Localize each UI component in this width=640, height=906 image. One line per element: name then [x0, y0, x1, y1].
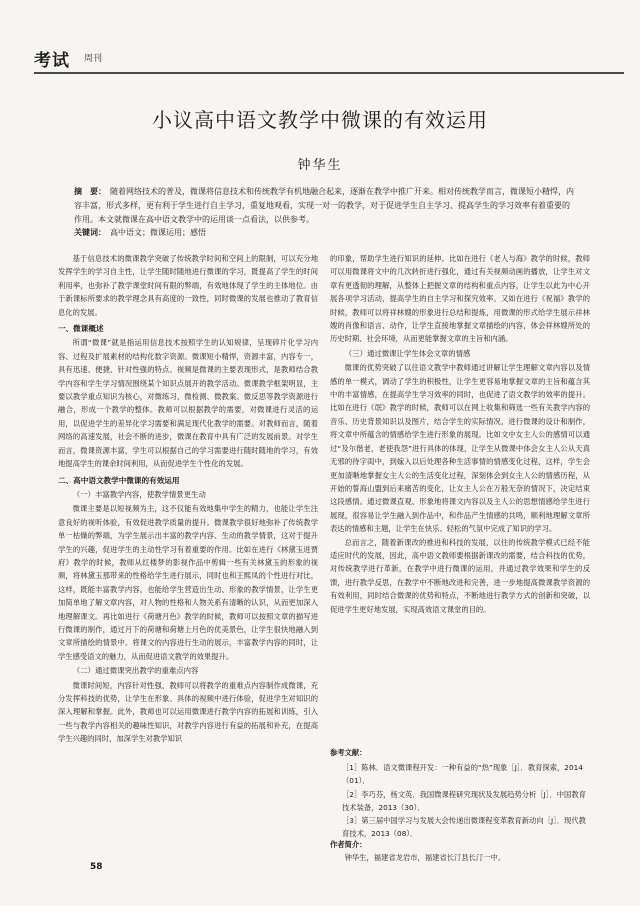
abstract-text: 随着网络技术的普及，微课将信息技术和传统教学有机地融合起来，逐渐在教学中推广开来。相对传统教学而言，微课短小精悍，内容丰富，形式多样，更有利于学生进行自主学习，重复地观看，实现一对一的教学，对于促进学生自主学习、提高学生的学习效率有着重要的作用。本文就微课在高中语文教学中的运用谈一点看法，以供参考。: [74, 187, 574, 224]
article-author: 钟华生: [297, 158, 343, 173]
header-rule: [34, 72, 624, 74]
references-title: 参考文献：: [330, 748, 367, 757]
references: [330, 746, 592, 840]
paragraph: 微课的优势突破了以往语文教学中教师通过讲解让学生理解文章内容以及情感的单一模式，调动了学生的积极性，让学生更容易地掌握文章的主旨和蕴含其中的丰富情感，在提高学生学习效率的同时，也促进了语文教学的效率的提升。比如在进行《氓》教学的时候，教师可以在网上收集和筛选一些有关教学内容的音乐、历史背景知识以及图片，结合学生的实际情况，进行微课的设计和制作，将文章中所蕴含的情感给学生进行形象的展现。比如文中女主人公的感情可以通过“及尔偕老，老使我怨”进行具体的体现，让学生从微课中体会女主人公从天真无邪的待字闺中，到嫁入以后处理各种生活事情的情感变化过程，这样，学生会更加清晰地掌握女主人公的生活变化过程，深刻体会到女主人公的情感历程，从开始的誓海山盟到后来痛苦的变化，让女主人公在万般无奈的情况下，决定结束这段感情。通过微课直观、形象地将课文内容以及主人公的思想情感给学生进行展现，很容易让学生融入到作品中，和作品产生情感的共鸣，顺利地理解文章所表达的情感和主题，让学生在快乐、轻松的气氛中完成了知识的学习。: [330, 363, 590, 534]
author-info: [330, 838, 592, 864]
journal-header: [34, 40, 624, 74]
page-number: 58: [90, 862, 103, 872]
paragraph: 的印象，帮助学生进行知识的延伸。比如在进行《老人与海》教学的时候，教师可以用微课将文中的几次转折进行强化，通过有关视频动画的播放，让学生对文章有更透彻的理解，从整体上把握文章的结构和重点内容，让学生以此为中心开展各项学习活动，提高学生的自主学习和探究效率。又如在进行《祝福》教学的时候，教师可以将祥林嫂的形象进行总结和提炼，用微课的形式给学生展示祥林嫂的肖像和语言、动作，让学生直接地掌握文章描绘的内容，体会祥林嫂所处的历史时期、社会环境，从而更能掌握文章的主旨和内涵。: [330, 254, 590, 344]
subsection-heading: （二）通过微课突出教学的重难点内容: [72, 666, 199, 676]
section-heading: 一、微课概述: [58, 324, 104, 334]
paragraph: 总而言之，随着新课改的推进和科技的发展，以往的传统教学模式已经不能适应时代的发展，因此，高中语文教师要根据新课改的需要，结合科技的优势，对传统教学进行革新，在教学中进行微课的运用，并通过教学效果和学生的反馈，进行教学反思，在教学中不断地改进和完善，进一步地提高微课教学资源的有效利用，同时结合微课的优势和特点，不断地进行教学方式的创新和突破，以促进学生更好地发展，实现高效语文课堂的目的。: [330, 537, 590, 614]
body-right-column: [330, 252, 590, 616]
journal-brand: 考试: [34, 51, 70, 71]
subsection-heading: （一）丰富教学内容，使教学情景更生动: [72, 489, 206, 499]
body-left-column: [58, 252, 318, 746]
paragraph: 微课主要是以短视频为主，这不仅能有效地集中学生的精力，也能让学生注意良好的视听体验，有效促进教学质量的提升。微课教学很好地弥补了传统教学单一枯燥的弊端，为学生展示出丰富的教学内容、生动的教学情景，这对于提升学生的兴趣，促进学生的主动性学习有着重要的作用。比如在进行《林黛玉进贾府》教学的时候，教师从红楼梦的影视作品中剪辑一些有关林黛玉的形象的视频，将林黛玉那带来的性格给学生进行展示，同时也和王熙凤的个性进行对比，这样，既能丰富教学内容，也能给学生营造出生动、形象的教学情景，让学生更加简单地了解文章内容，对人物的性格和人物关系有清晰的认识，从而更加深入地理解课文。再比如进行《荷塘月色》教学的时候，教师可以按照文章的描写进行微课的制作，通过月下的荷塘和荷塘上月色的优美景色，让学生很快地融入到文章所描绘的情景中。将课文的内容进行生动的展示，丰富教学内容的同时，让学生感受语文的魅力，从而促进语文教学的效果提升。: [58, 504, 318, 661]
keywords: [74, 226, 574, 240]
subsection-heading: （三）通过微课让学生体会文章的情感: [344, 348, 471, 358]
author-info-text: 钟华生，福建省龙岩市，福建省长汀县长汀一中。: [344, 853, 506, 862]
article-title: 小议高中语文教学中微课的有效运用: [152, 108, 488, 132]
reference-item: ［2］李巧芬，杨文英．我国微课程研究现状及发展趋势分析［J］．中国教育技术装备，2013（30）．: [342, 789, 586, 812]
abstract-label: 摘 要：: [74, 187, 106, 196]
keywords-text: 高中语文；微课运用；感悟: [110, 228, 206, 237]
section-heading: 二、高中语文教学中微课的有效运用: [58, 475, 180, 485]
keywords-label: 关键词：: [74, 228, 106, 237]
reference-item: ［1］陈林．语文微课程开发：一种有益的“热”现象［J］．教育探索，2014（01）．: [342, 763, 583, 786]
abstract: [74, 185, 574, 227]
paragraph: 基于信息技术的微课教学突破了传统教学时间和空间上的限制，可以充分地发挥学生的学习自主性，让学生随时随地进行微课的学习，既提高了学生的时间利用率，也弥补了教学课堂时间有限的弊端，有效地体现了学生的主体地位。由于新课标所要求的教学理念具有高度的一致性，同时微课的发展也推动了教育信息化的发展。: [58, 254, 318, 317]
reference-item: ［3］第三届中国学习与发展大会传递出微课程变革教育新动向［J］．现代教育技术，2013（08）．: [342, 816, 586, 839]
paragraph: 微课时间短，内容针对性强，教师可以将教学的重难点内容制作成微课，充分发挥科技的优势，让学生在形象、具体的视频中进行体验，促进学生对知识的深入理解和掌握。此外，教师也可以运用微课进行教学内容的拓展和训练，引入一些与教学内容相关的趣味性知识，对教学内容进行有益的拓展和补充，在提高学生兴趣的同时，加深学生对教学知识: [58, 680, 318, 744]
paragraph: 所谓“微课”就是指运用信息技术按照学生的认知规律，呈现碎片化学习内容、过程及扩展素材的结构化数字资源。微课短小精悍，资源丰富，内容专一，具有迅速、便捷、针对性强的特点。视频是微课的主要表现形式，是教师结合教学内容和学生学习情况围绕某个知识点展开的教学活动。微课教学框架明显，主要以教学重点知识为核心，对微练习、微检测、微教案、微反思等教学资源进行融合，形成一个教学的整体。教师可以根据教学的需要，对微课进行灵活的运用，以促进学生的差异化学习需要和满足现代化教学的需要。对教师而言，随着网络的高速发展，社会不断的进步，微课在教育中具有广泛的发展前景。对学生而言，微课资源丰富，学生可以根据自己的学习需要进行随时随地的学习，有效地提高学生的课余时间利用，从而促进学生个性化的发展。: [58, 338, 318, 469]
journal-brand-sub: 周刊: [84, 54, 103, 64]
reference-list: [330, 761, 592, 840]
author-info-title: 作者简介：: [330, 840, 367, 849]
